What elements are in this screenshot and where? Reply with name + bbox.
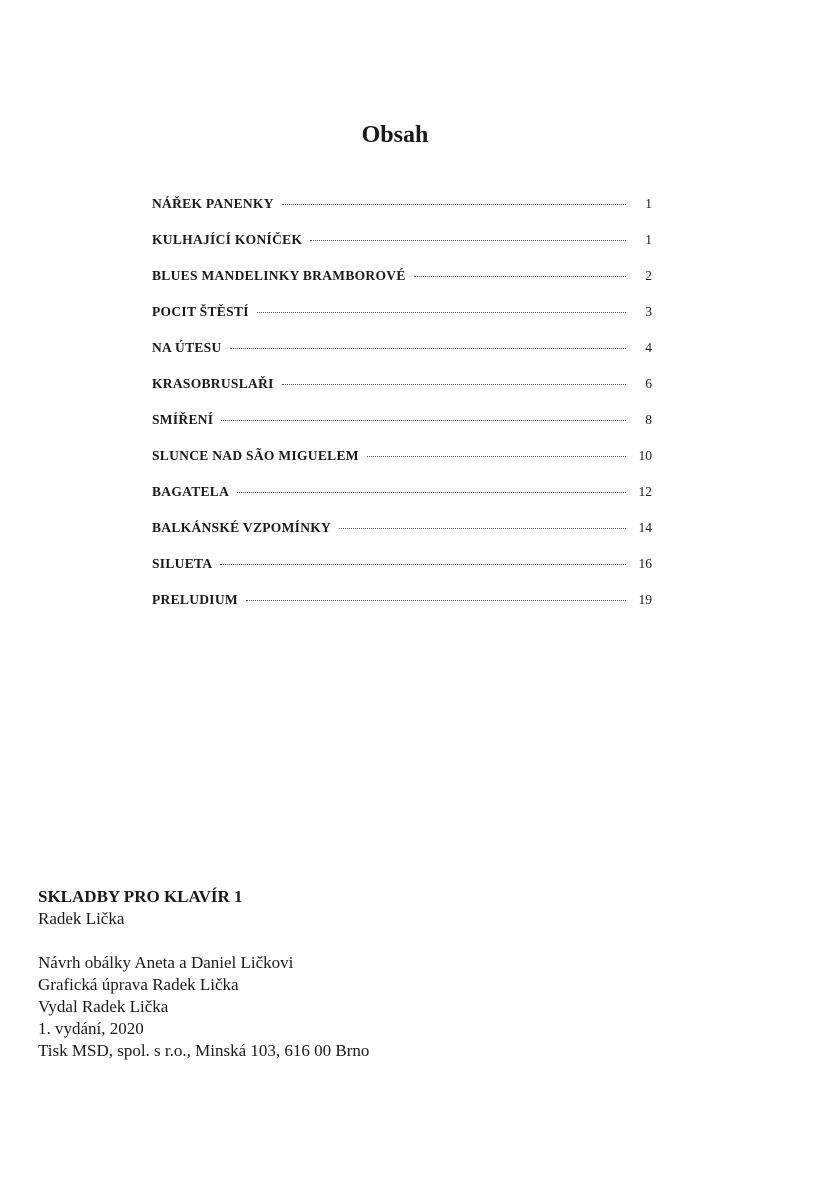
toc-entry [152, 376, 652, 412]
toc-entry [152, 232, 652, 268]
toc-entry-page: 2 [645, 268, 652, 283]
dot-leader [367, 456, 626, 457]
printer-info: Tisk MSD, spol. s r.o., Minská 103, 616 00 Brno [38, 1041, 370, 1060]
toc-entry-title: BLUES MANDELINKY BRAMBOROVÉ [152, 268, 406, 283]
cover-design-credit: Návrh obálky Aneta a Daniel Ličkovi [38, 953, 294, 972]
toc-entry-page: 1 [645, 232, 652, 247]
toc-entry [152, 268, 652, 304]
book-title: SKLADBY PRO KLAVÍR 1 [38, 887, 243, 906]
toc-entry-page: 6 [645, 376, 652, 391]
toc-entry-page: 16 [638, 556, 652, 571]
dot-leader [310, 240, 626, 241]
toc-entry [152, 196, 652, 232]
toc-entry-title: SILUETA [152, 556, 213, 571]
table-of-contents [152, 196, 652, 628]
dot-leader [282, 384, 626, 385]
toc-entry-page: 14 [638, 520, 652, 535]
toc-entry [152, 484, 652, 520]
publisher-credit: Vydal Radek Lička [38, 997, 169, 1016]
graphic-design-credit: Grafická úprava Radek Lička [38, 975, 239, 994]
edition-info: 1. vydání, 2020 [38, 1019, 144, 1038]
toc-entry-title: NÁŘEK PANENKY [152, 196, 274, 211]
toc-entry-title: KRASOBRUSLAŘI [152, 376, 274, 391]
spacer [38, 930, 638, 952]
dot-leader [339, 528, 626, 529]
toc-entry-title: BAGATELA [152, 484, 230, 499]
toc-entry-page: 3 [645, 304, 652, 319]
toc-entry-title: KULHAJÍCÍ KONÍČEK [152, 232, 303, 247]
toc-entry-title: POCIT ŠTĚSTÍ [152, 304, 249, 319]
toc-entry [152, 520, 652, 556]
toc-entry [152, 304, 652, 340]
toc-entry [152, 592, 652, 628]
imprint-block [38, 886, 638, 1062]
toc-entry-page: 12 [638, 484, 652, 499]
toc-entry-title: SLUNCE NAD SÃO MIGUELEM [152, 448, 359, 463]
dot-leader [257, 312, 626, 313]
toc-entry [152, 340, 652, 376]
toc-entry [152, 448, 652, 484]
toc-entry-title: BALKÁNSKÉ VZPOMÍNKY [152, 520, 332, 535]
toc-entry-title: SMÍŘENÍ [152, 412, 214, 427]
page-title: Obsah [361, 122, 429, 148]
toc-entry-page: 10 [638, 448, 652, 463]
dot-leader [282, 204, 626, 205]
toc-entry-page: 4 [645, 340, 652, 355]
author-name: Radek Lička [38, 909, 125, 928]
dot-leader [414, 276, 626, 277]
toc-entry [152, 412, 652, 448]
toc-entry-page: 19 [638, 592, 652, 607]
toc-entry [152, 556, 652, 592]
toc-entry-page: 1 [645, 196, 652, 211]
dot-leader [237, 492, 626, 493]
dot-leader [221, 420, 626, 421]
toc-entry-page: 8 [645, 412, 652, 427]
toc-entry-title: PRELUDIUM [152, 592, 238, 607]
dot-leader [220, 564, 626, 565]
toc-entry-title: NA ÚTESU [152, 340, 222, 355]
dot-leader [230, 348, 626, 349]
dot-leader [246, 600, 626, 601]
